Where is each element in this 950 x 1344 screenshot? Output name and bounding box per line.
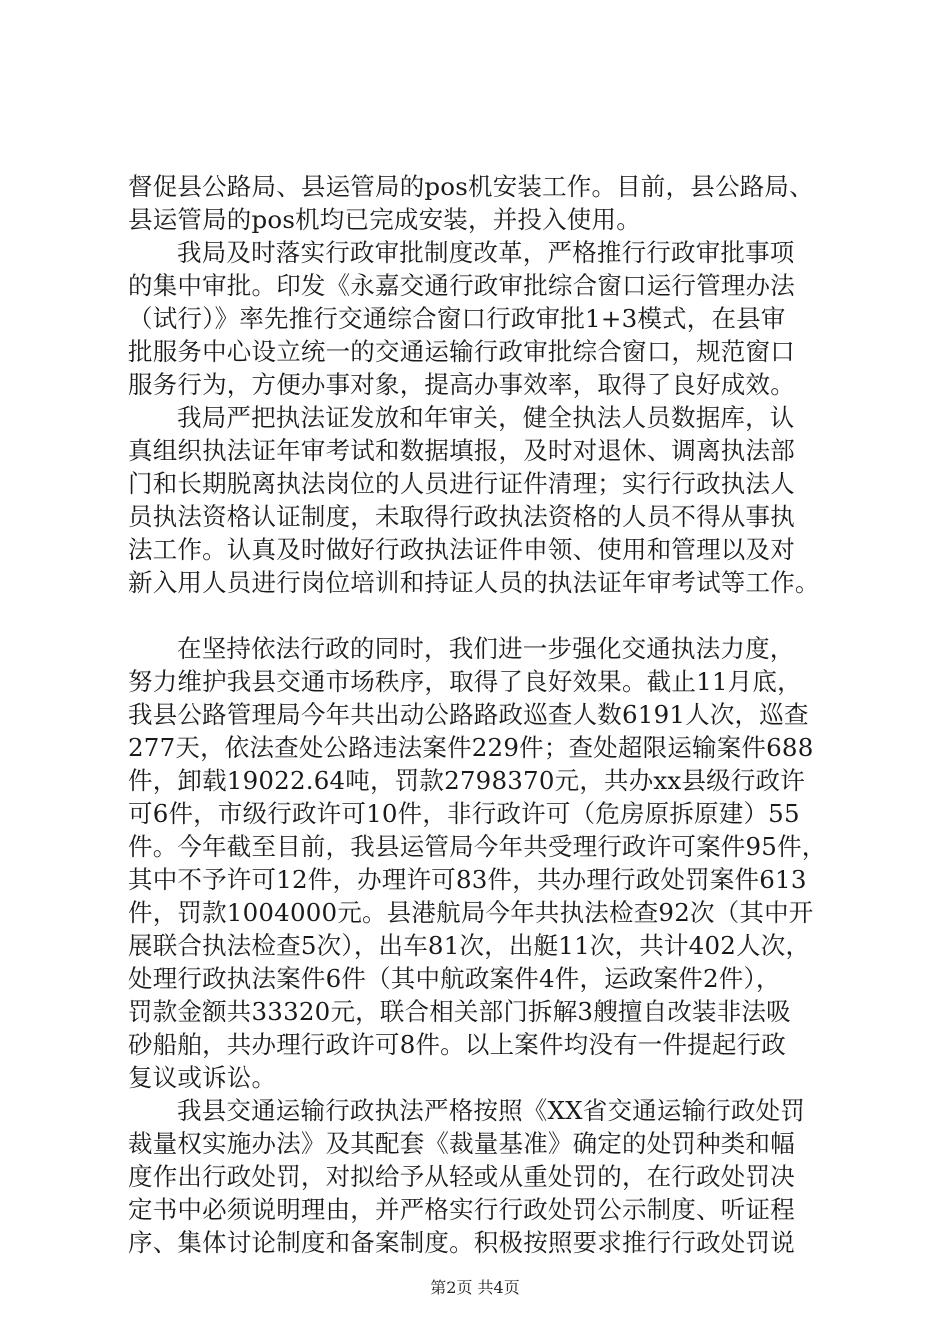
text-line: 度作出行政处罚，对拟给予从轻或从重处罚的，在行政处罚决 (128, 1162, 795, 1191)
text-line: 批服务中心设立统一的交通运输行政审批综合窗口，规范窗口 (128, 337, 795, 366)
text-line: 我县公路管理局今年共出动公路路政巡查人数6191人次，巡查 (128, 700, 809, 729)
text-line: 在坚持依法行政的同时，我们进一步强化交通执法力度， (177, 634, 795, 663)
text-line: 件，罚款1004000元。县港航局今年共执法检查92次（其中开 (128, 898, 814, 927)
text-line: 其中不予许可12件，办理许可83件，共办理行政处罚案件613 (128, 865, 807, 894)
text-line: 件，卸载19022.64吨，罚款2798370元，共办xx县级行政许 (128, 766, 805, 795)
paragraph-penalty-discretion (128, 1094, 828, 1259)
text-line: 县运管局的pos机均已完成安装，并投入使用。 (128, 205, 641, 234)
text-line: 服务行为，方便办事对象，提高办事效率，取得了良好成效。 (128, 370, 795, 399)
text-line: 我局严把执法证发放和年审关，健全执法人员数据库，认 (177, 403, 795, 432)
text-line: 新入用人员进行岗位培训和持证人员的执法证年审考试等工作。 (128, 568, 820, 597)
text-line: 件。今年截至目前，我县运管局今年共受理行政许可案件95件， (128, 832, 827, 861)
text-line: 督促县公路局、县运管局的pos机安装工作。目前，县公路局、 (128, 172, 814, 201)
text-line: 法工作。认真及时做好行政执法证件申领、使用和管理以及对 (128, 535, 795, 564)
text-line: 277天，依法查处公路违法案件229件；查处超限运输案件688 (128, 733, 814, 762)
text-line: 序、集体讨论制度和备案制度。积极按照要求推行行政处罚说 (128, 1228, 795, 1257)
paragraph-spacer (128, 599, 828, 632)
paragraph-enforcement-certificates (128, 401, 828, 599)
text-line: （试行）》率先推行交通综合窗口行政审批1+3模式，在县审 (128, 304, 786, 333)
text-line: 定书中必须说明理由，并严格实行行政处罚公示制度、听证程 (128, 1195, 795, 1224)
text-line: 门和长期脱离执法岗位的人员进行证件清理；实行行政执法人 (128, 469, 795, 498)
paragraph-pos-installation (128, 170, 828, 236)
text-line: 努力维护我县交通市场秩序，取得了良好效果。截止11月底， (128, 667, 802, 696)
page-number-footer: 第2页 共4页 (430, 1278, 520, 1297)
text-line: 处理行政执法案件6件（其中航政案件4件，运政案件2件）， (128, 964, 781, 993)
document-body (128, 170, 828, 1259)
text-line: 我县交通运输行政执法严格按照《XX省交通运输行政处罚 (177, 1096, 806, 1125)
text-line: 罚款金额共33320元，联合相关部门拆解3艘擅自改装非法吸 (128, 997, 791, 1026)
text-line: 真组织执法证年审考试和数据填报，及时对退休、调离执法部 (128, 436, 795, 465)
text-line: 员执法资格认证制度，未取得行政执法资格的人员不得从事执 (128, 502, 795, 531)
text-line: 裁量权实施办法》及其配套《裁量基准》确定的处罚种类和幅 (128, 1129, 795, 1158)
paragraph-enforcement-statistics (128, 632, 828, 1094)
paragraph-administrative-approval (128, 236, 828, 401)
text-line: 展联合执法检查5次），出车81次，出艇11次，共计402人次， (128, 931, 811, 960)
text-line: 复议或诉讼。 (128, 1063, 277, 1092)
text-line: 砂船舶，共办理行政许可8件。以上案件均没有一件提起行政 (128, 1030, 786, 1059)
text-line: 我局及时落实行政审批制度改革，严格推行行政审批事项 (177, 238, 795, 267)
text-line: 可6件，市级行政许可10件，非行政许可（危房原拆原建）55 (128, 799, 800, 828)
text-line: 的集中审批。印发《永嘉交通行政审批综合窗口运行管理办法 (128, 271, 795, 300)
